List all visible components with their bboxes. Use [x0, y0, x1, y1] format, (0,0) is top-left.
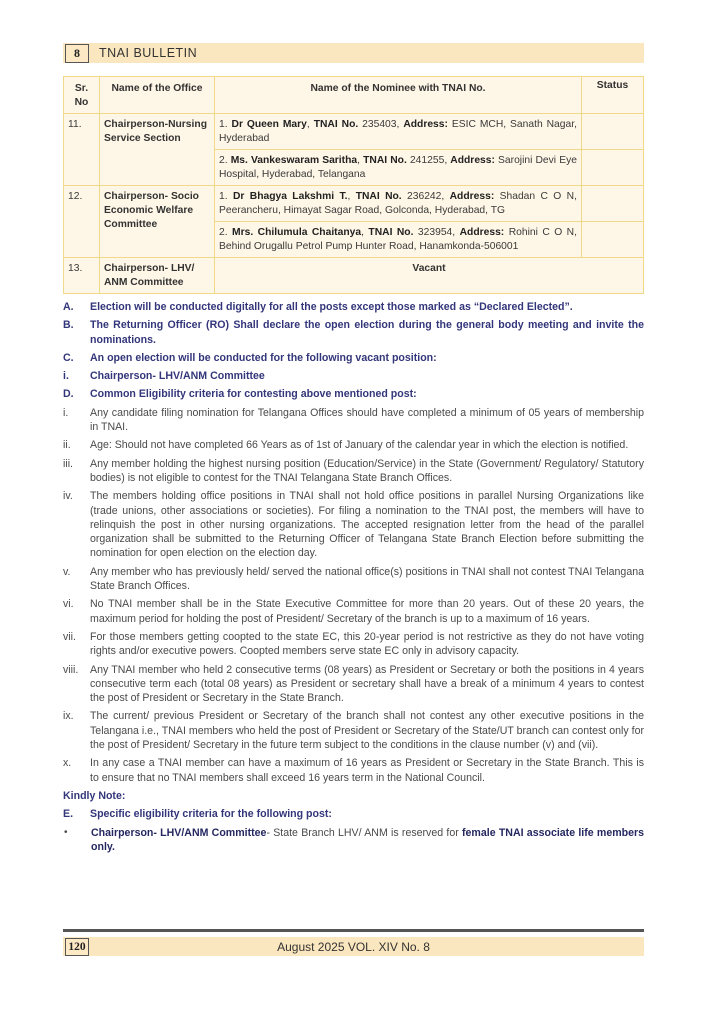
- criteria-item: ii. Age: Should not have completed 66 Years as of 1st of January of the calendar year in which the election is notified.: [63, 439, 629, 452]
- status-cell: [582, 150, 644, 186]
- kindly-note-heading: Kindly Note:: [63, 789, 126, 802]
- criteria-item: x. In any case a TNAI member can have a maximum of 16 years as President or Secretary in the State Branch. This is to ensure that no TNAI members shall exceed 16 years term in the National Council.: [63, 757, 644, 784]
- sr-number: 13.: [64, 258, 100, 294]
- note-item: D. Common Eligibility criteria for contesting above mentioned post:: [63, 388, 417, 401]
- table-row: [64, 114, 644, 150]
- bullet-icon: •: [64, 826, 68, 838]
- table-header-row: [64, 77, 644, 114]
- column-header-status: Status: [582, 77, 644, 114]
- issue-info: August 2025 VOL. XIV No. 8: [277, 939, 430, 954]
- nominee-cell: 2. Ms. Vankeswaram Saritha, TNAI No. 241255, Address: Sarojini Devi Eye Hospital, Hyderabad, Telangana: [215, 150, 582, 186]
- column-header-nominee: Name of the Nominee with TNAI No.: [215, 77, 582, 114]
- bulletin-title: TNAI BULLETIN: [99, 46, 198, 60]
- status-cell: [582, 222, 644, 258]
- criteria-item: v. Any member who has previously held/ served the national office(s) positions in TNAI shall not contest TNAI Telangana State Branch Offices.: [63, 565, 644, 593]
- column-header-office: Name of the Office: [100, 77, 215, 114]
- office-name: Chairperson- Socio Economic Welfare Committee: [100, 186, 215, 258]
- office-name: Chairperson- LHV/ ANM Committee: [100, 258, 215, 294]
- bulletin-page: [63, 43, 644, 858]
- footer-band: [63, 937, 644, 956]
- criteria-item: ix. The current/ previous President or Secretary of the branch shall not contest any other executive positions in the Telangana i.e., TNAI members who held the post of President or Secretary of the State/UT branch can contest only for the post of President/ Secretary in the future term subject to the conditions in the clause number (v) and (vii).: [63, 710, 644, 752]
- election-notes: [63, 300, 644, 854]
- nominee-table: [63, 76, 644, 294]
- note-item: A. Election will be conducted digitally for all the posts except those marked as “Declared Elected”.: [63, 301, 573, 313]
- header-band: [63, 43, 644, 63]
- status-cell: [582, 186, 644, 222]
- criteria-item: iii. Any member holding the highest nursing position (Education/Service) in the State (Government/ Regulatory/ Statutory bodies) is not eligible to contest for the TNAI Telangana State Branch Offices.: [63, 457, 644, 484]
- nominee-cell: 1. Dr Bhagya Lakshmi T., TNAI No. 236242, Address: Shadan C O N, Peerancheru, Himayat Sagar Road, Golconda, Hyderabad, TG: [215, 186, 582, 222]
- table-row: [64, 186, 644, 222]
- criteria-item: vii. For those members getting coopted to the state EC, this 20-year period is not restrictive as they do not have voting rights and/or executive powers. Coopted members serve state EC only in advisory capacity.: [63, 630, 644, 658]
- status-cell: [582, 114, 644, 150]
- criteria-item: i. Any candidate filing nomination for Telangana Offices should have completed a minimum of 05 years of membership in TNAI.: [63, 406, 644, 434]
- note-item: i. Chairperson- LHV/ANM Committee: [63, 370, 265, 383]
- section-number-box: 8: [65, 44, 89, 63]
- sr-number: 12.: [64, 186, 100, 258]
- criteria-item: viii. Any TNAI member who held 2 consecutive terms (08 years) as President or Secretary or both the positions in 4 years consecutive term each (total 08 years) as President or secretary shall have a break of a minimum 4 years to contest the post of President or Secretary in the State Branch.: [63, 663, 644, 705]
- column-header-sr-no: Sr. No: [64, 77, 100, 114]
- vacant-cell: Vacant: [215, 258, 644, 294]
- criteria-item: vi. No TNAI member shall be in the State Executive Committee for more than 20 years. Out of these 20 years, the maximum period for holding the post of President/ Secretary of the branch is up to a maximum of 16 years.: [63, 598, 644, 625]
- page-number: 120: [65, 938, 89, 956]
- nominee-cell: 1. Dr Queen Mary, TNAI No. 235403, Address: ESIC MCH, Sanath Nagar, Hyderabad: [215, 114, 582, 150]
- note-item: B. The Returning Officer (RO) Shall declare the open election during the general body meeting and invite the nominations.: [63, 319, 644, 346]
- nominee-cell: 2. Mrs. Chilumula Chaitanya, TNAI No. 323954, Address: Rohini C O N, Behind Orugallu Petrol Pump Hunter Road, Hanamkonda-506001: [215, 222, 582, 258]
- footer-divider: [63, 929, 644, 932]
- specific-criteria-heading: E. Specific eligibility criteria for the following post:: [63, 808, 332, 821]
- criteria-item: iv. The members holding office positions in TNAI shall not hold office positions in parallel Nursing Organizations like (trade unions, other associations or societies). For filing a nomination to the TNAI post, the members will have to relinquish the post in other nursing organizations. The accepted resignation letter from the head of the parallel organization shall be submitted to the Returning Officer of Telangana State Branch Election before submitting the nomination for open election on the election day.: [63, 490, 644, 560]
- specific-criteria-bullet: • Chairperson- LHV/ANM Committee- State Branch LHV/ ANM is reserved for female TNAI associate life members only.: [64, 826, 645, 853]
- table-row: [64, 258, 644, 294]
- note-item: C. An open election will be conducted for the following vacant position:: [63, 351, 437, 364]
- sr-number: 11.: [64, 114, 100, 186]
- office-name: Chairperson-Nursing Service Section: [100, 114, 215, 186]
